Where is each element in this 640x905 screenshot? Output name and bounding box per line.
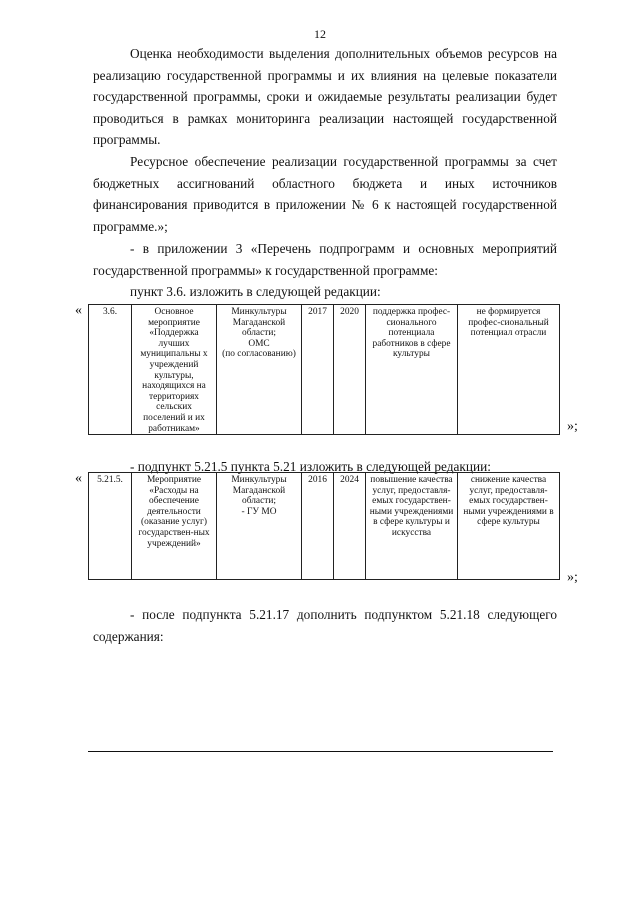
closing-quote: »;: [567, 419, 578, 434]
cell-start-year: 2017: [302, 305, 334, 435]
table-item-3-6: [88, 304, 560, 435]
cell-end-year: 2020: [334, 305, 366, 435]
paragraph-assessment: Оценка необходимости выделения дополнительных объемов ресурсов на реализацию государственной программы и их влияния на целевые показатели государственной программы, сроки и ожидаемые результаты реализации будет проводиться в рамках мониторинга реализации настоящей государственной программы.: [93, 46, 557, 147]
cell-consequence: снижение качества услуг, предоставля-емых государствен-ными учреждениями в сфере культуры: [458, 473, 560, 580]
horizontal-rule: [88, 751, 553, 752]
cell-number: 3.6.: [89, 305, 132, 435]
opening-quote: «: [75, 303, 82, 318]
table-item-5-21-5: [88, 472, 560, 580]
cell-expected-result: поддержка профес-сионального потенциала работников в сфере культуры: [366, 305, 458, 435]
cell-executor: Минкультуры Магаданской области; - ГУ МО: [217, 473, 302, 580]
cell-activity-name: Мероприятие «Расходы на обеспечение деятельности (оказание услуг) государствен-ных учреждений»: [132, 473, 217, 580]
paragraph-item-5-21-5: - подпункт 5.21.5 пункта 5.21 изложить в следующей редакции:: [130, 459, 491, 474]
page-number: 12: [314, 27, 326, 41]
opening-quote: «: [75, 471, 82, 486]
closing-quote: »;: [567, 570, 578, 585]
table-row: [89, 473, 560, 580]
cell-end-year: 2024: [334, 473, 366, 580]
paragraph-appendix3: - в приложении 3 «Перечень подпрограмм и основных мероприятий государственной программы» к государственной программе:: [93, 241, 557, 278]
cell-executor: Минкультуры Магаданской области; ОМС (по согласованию): [217, 305, 302, 435]
table-row: [89, 305, 560, 435]
paragraph-item-3-6: пункт 3.6. изложить в следующей редакции:: [130, 284, 381, 299]
cell-expected-result: повышение качества услуг, предоставля-емых государствен-ными учреждениями в сфере культуры и искусства: [366, 473, 458, 580]
cell-start-year: 2016: [302, 473, 334, 580]
paragraph-resources: Ресурсное обеспечение реализации государственной программы за счет бюджетных ассигнований областного бюджета и иных источников финансирования приводится в приложении № 6 к настоящей государственной программе.»;: [93, 154, 557, 234]
cell-consequence: не формируется профес-сиональный потенциал отрасли: [458, 305, 560, 435]
cell-activity-name: Основное мероприятие «Поддержка лучших муниципальны х учреждений культуры, находящихся на территориях сельских поселений и их работникам»: [132, 305, 217, 435]
paragraph-after-5-21-17: - после подпункта 5.21.17 дополнить подпунктом 5.21.18 следующего содержания:: [93, 607, 557, 644]
cell-number: 5.21.5.: [89, 473, 132, 580]
